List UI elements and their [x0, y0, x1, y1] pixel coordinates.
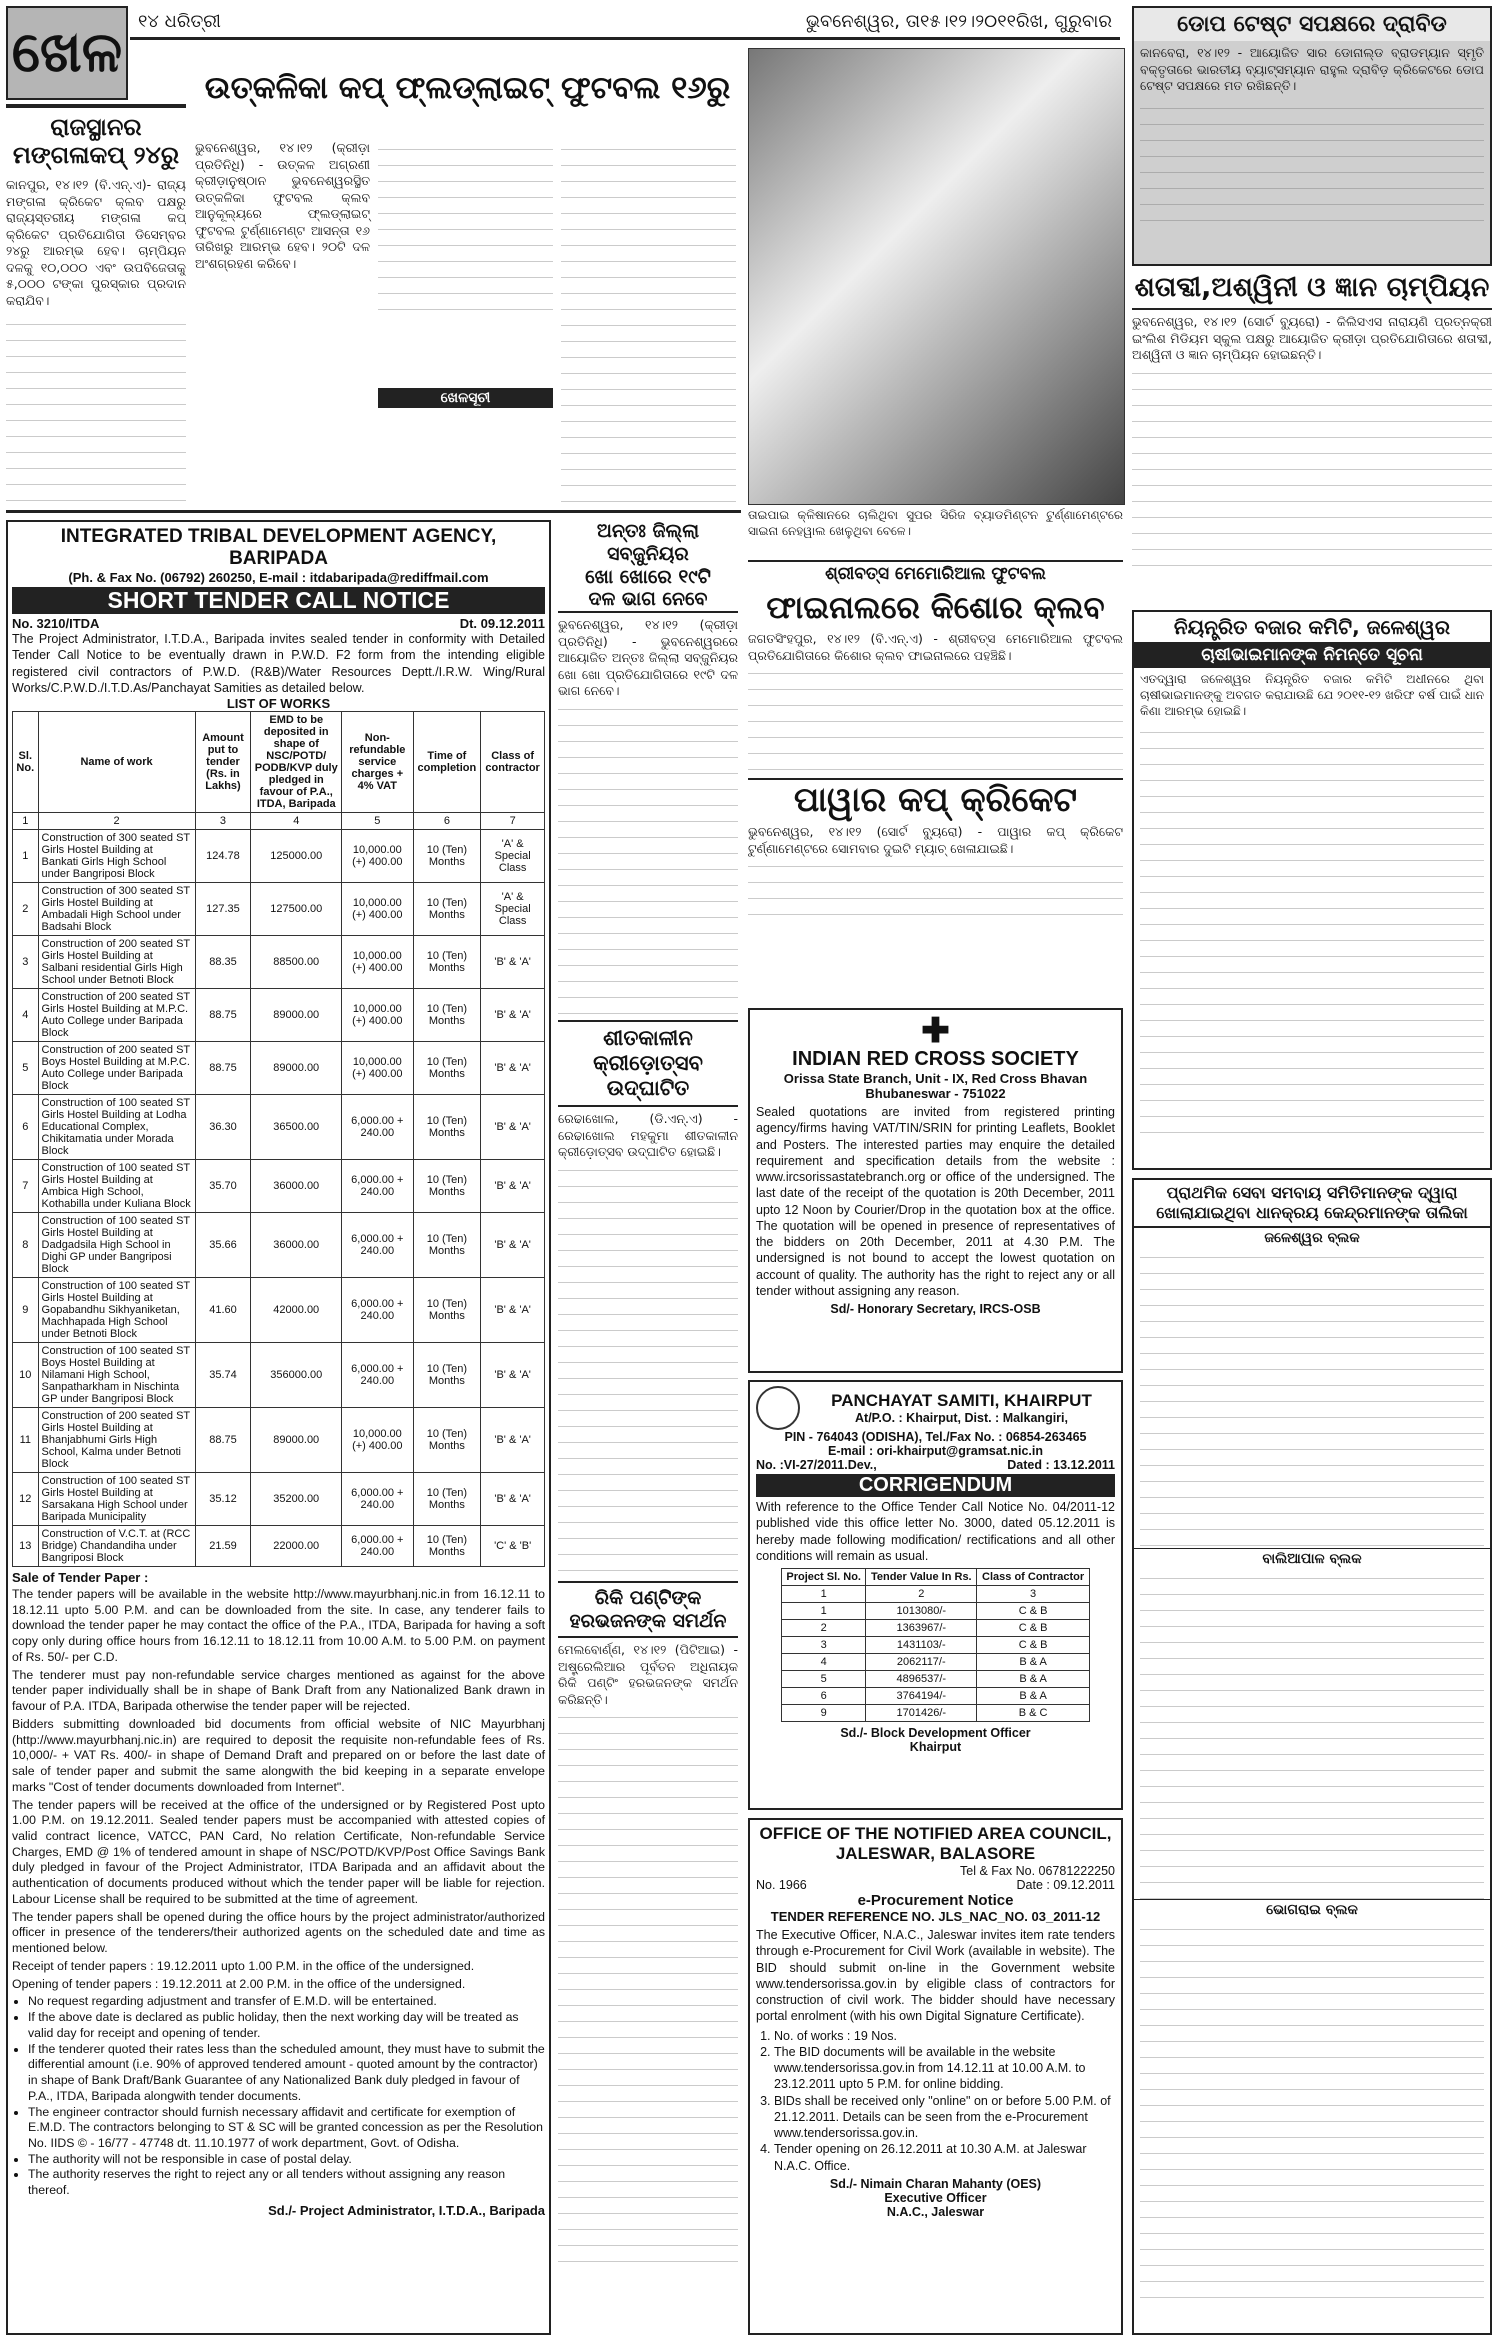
table-cell: 10 (Ten) Months	[413, 1213, 481, 1278]
table-cell: 10,000.00 (+) 400.00	[342, 936, 413, 989]
table-cell: 88.75	[195, 1408, 251, 1473]
table-row	[13, 1042, 545, 1095]
text-column	[558, 1708, 738, 2268]
itda-contact: (Ph. & Fax No. (06792) 260250, E-mail : itdabaripada@rediffmail.com	[68, 570, 489, 585]
block-heading: ବାଲିଆପାଳ ବ୍ଲକ	[1134, 1548, 1490, 1569]
panchayat-dated: Dated : 13.12.2011	[1007, 1458, 1115, 1472]
story-utkalika	[195, 140, 740, 510]
table-cell: B & C	[977, 1705, 1090, 1722]
text-column	[558, 700, 738, 1020]
table-cell: 88.75	[195, 1042, 251, 1095]
nac-notice-title: e-Procurement Notice	[857, 1892, 1014, 1909]
table-cell: 1363967/-	[866, 1620, 977, 1637]
table-row	[13, 1343, 545, 1408]
block-heading: ଭୋଗରାଇ ବ୍ଲକ	[1134, 1899, 1490, 1920]
story-kishore	[748, 560, 1123, 1000]
table-number-row	[782, 1586, 1090, 1603]
column-number: 6	[413, 813, 481, 830]
table-cell: 127.35	[195, 883, 251, 936]
column-header: Time of completion	[413, 712, 481, 813]
body-power: ଭୁବନେଶ୍ୱର, ୧୪।୧୨ (ସୋର୍ଟ ବ୍ୟୁରୋ) - ପାୱାର କପ୍ କ୍ରିକେଟ ଟୁର୍ଣ୍ଣାମେଣ୍ଟରେ ସୋମବାର ଦୁଇଟି ମ୍ୟାଚ୍ ଖେଳାଯାଇଛି।	[748, 824, 1123, 856]
block-heading: ଜଳେଶ୍ୱର ବ୍ଲକ	[1264, 1230, 1360, 1246]
table-row	[13, 1095, 545, 1160]
table-cell: 10 (Ten) Months	[413, 830, 481, 883]
headline: ରାଜସ୍ଥାନର ମଙ୍ଗଳାକପ୍ ୨୪ରୁ	[6, 104, 186, 169]
table-cell: 9	[13, 1278, 39, 1343]
table-cell: 10 (Ten) Months	[413, 1473, 481, 1526]
table-cell: 'C' & 'B'	[481, 1526, 545, 1567]
body-text: କାନବେରା, ୧୪।୧୨ - ଆୟୋଜିତ ସାର ଡୋନାଲ୍ଡ ବ୍ରାଡମ୍ୟାନ ସ୍ମୃତି ବକ୍ତୃତାରେ ଭାରତୀୟ ବ୍ୟାଟ୍ସମ୍ୟାନ ରାହୁଲ ଦ୍ରାବିଡ଼ କ୍ରିକେଟରେ ଡୋପ ଟେଷ୍ଟ ସପକ୍ଷରେ ମତ ରଖିଛନ୍ତି।	[1140, 45, 1484, 93]
table-cell: 4	[13, 989, 39, 1042]
table-cell: 6,000.00 + 240.00	[342, 1160, 413, 1213]
table-cell: Construction of 100 seated ST Girls Hostel Building at Ambica High School, Kothabilla under Kuliana Block	[38, 1160, 195, 1213]
dateline: ଭୁବନେଶ୍ୱର, ତା୧୫।୧୨।୨୦୧୧ରିଖ, ଗୁରୁବାର	[805, 11, 1112, 32]
table-cell: 88.35	[195, 936, 251, 989]
table-cell: 88.75	[195, 989, 251, 1042]
table-row	[13, 830, 545, 883]
column-header: EMD to be deposited in shape of NSC/POTD/ PODB/KVP duly pledged in favour of P.A., ITDA, Baripada	[251, 712, 342, 813]
paddy-list-title: ପ୍ରାଥମିକ ସେବା ସମବାୟ ସମିତିମାନଙ୍କ ଦ୍ୱାରା ଖୋଲାଯାଇଥିବା ଧାନକ୍ରୟ କେନ୍ଦ୍ରମାନଙ୍କ ତାଲିକା	[1134, 1180, 1490, 1228]
panchayat-title: PANCHAYAT SAMITI, KHAIRPUT	[831, 1391, 1092, 1410]
itda-works-table	[12, 711, 545, 1567]
table-cell: 6,000.00 + 240.00	[342, 1526, 413, 1567]
photo-caption: ତାଇପାଇ କ୍ଳିଷାନରେ ଚାଲିଥିବା ସୁପର ସିରିଜ ବ୍ୟାଡମିଣ୍ଟନ ଟୁର୍ଣ୍ଣାମେଣ୍ଟରେ ସାଇନା ନେହୱାଲ ଖେଳୁଥିବା ବେଳେ।	[748, 508, 1123, 538]
table-cell: 10 (Ten) Months	[413, 989, 481, 1042]
table-cell: 2	[13, 883, 39, 936]
table-cell: 124.78	[195, 830, 251, 883]
column-header: Name of work	[38, 712, 195, 813]
section-title: ଖେଳ	[11, 20, 123, 85]
table-cell: 9	[782, 1705, 866, 1722]
red-cross-icon: ✚	[921, 1012, 950, 1050]
column-number: 3	[195, 813, 251, 830]
notice-paragraph: The tender papers will be received at the office of the undersigned or by Registered Post upto 1.00 P.M. on 19.12.2011. Sealed tender papers must be accompanied with attested copies of valid contract licence, VATCC, PAN Card, No relation Certificate, Non-refundable Service Charges, EMD @ 1% of tendered amount in shape of NSC/POTD/KVP/Post Office Savings Bank duly pledged in favour of the Project Administrator, ITDA Baripada and an affidavit about the authentication of documents produced without which the tender paper will be liable for rejection. Labour License shall be required to be submitted at the time of agreement.	[12, 1797, 545, 1906]
table-cell: 'B' & 'A'	[481, 936, 545, 989]
table-cell: 1701426/-	[866, 1705, 977, 1722]
panchayat-signature-place: Khairput	[909, 1740, 962, 1754]
table-cell: 'B' & 'A'	[481, 1095, 545, 1160]
nac-title: OFFICE OF THE NOTIFIED AREA COUNCIL, JALESWAR, BALASORE	[759, 1824, 1112, 1863]
body-kishore: ଜଗତସିଂହପୁର, ୧୪।୧୨ (ବି.ଏନ୍.ଏ) - ଶ୍ରୀବତ୍ସ ମେମୋରିଆଲ ଫୁଟବଲ ପ୍ରତିଯୋଗିତାରେ କିଶୋର କ୍ଲବ ଫାଇନାଲରେ ପହଞ୍ଚିଛି।	[748, 631, 1123, 663]
headline-antaha: ଅନ୍ତଃ ଜିଲ୍ଲା ସବ୍‌ଜୁନିୟର ଖୋ ଖୋରେ ୧୯ଟି ଦଳ ଭାଗ ନେବେ	[558, 520, 738, 613]
story-column-middle	[558, 520, 738, 2335]
table-cell: C & B	[977, 1620, 1090, 1637]
nac-date: Date : 09.12.2011	[1016, 1878, 1115, 1892]
itda-org: INTEGRATED TRIBAL DEVELOPMENT AGENCY, BARIPADA	[60, 526, 497, 569]
column-header: Tender Value In Rs.	[866, 1569, 977, 1586]
table-row	[13, 1160, 545, 1213]
table-row	[782, 1688, 1090, 1705]
table-cell: 10,000.00 (+) 400.00	[342, 989, 413, 1042]
table-row	[13, 883, 545, 936]
notice-bullet: • If the tenderer quoted their rates less than the scheduled amount, they must have to submit the differential amount (i.e. 90% of approved tendered amount - quoted amount by the contractor) in shape of Bank Draft/Bank Guarantee of any Nationalized Bank duly pledged in favour of P.A., ITDA, Baripada alongwith tender documents.	[28, 2042, 545, 2105]
notice-bullet: • The engineer contractor should furnish necessary affidavit and certificate for exemption of E.M.D. The contractors belonging to ST & SC will be granted concession as per the Resolution No. IIDS © - 16/77 - 47748 dt. 11.10.1977 of work department, Govt. of Odisha.	[28, 2105, 545, 2152]
itda-ref-no: No. 3210/ITDA	[12, 616, 100, 631]
text-column	[378, 140, 553, 320]
table-cell: 35.70	[195, 1160, 251, 1213]
masthead-bar	[130, 6, 1120, 40]
table-cell: 3	[13, 936, 39, 989]
table-cell: 'B' & 'A'	[481, 1473, 545, 1526]
table-header-row	[13, 712, 545, 813]
table-cell: 6	[13, 1095, 39, 1160]
notice-paragraph: The tenderer must pay non-refundable service charges mentioned as against for the above tender paper individually shall be in shape of Bank Draft from any Nationalized Bank drawn in favour of P.A. ITDA, Baripada otherwise the tender paper will be rejected.	[12, 1667, 545, 1714]
table-cell: 89000.00	[251, 989, 342, 1042]
table-cell: 356000.00	[251, 1343, 342, 1408]
text-column	[1132, 364, 1492, 574]
table-row	[13, 989, 545, 1042]
nac-eprocurement-notice	[748, 1818, 1123, 2335]
nac-tel: Tel & Fax No. 06781222250	[960, 1864, 1115, 1878]
table-row	[782, 1620, 1090, 1637]
text-column	[748, 664, 1123, 774]
story-rajasthan	[6, 104, 186, 504]
table-cell: 10 (Ten) Months	[413, 883, 481, 936]
table-cell: 3764194/-	[866, 1688, 977, 1705]
redcross-city: Bhubaneswar - 751022	[865, 1086, 1006, 1101]
body-text: କାନପୁର, ୧୪।୧୨ (ବି.ଏନ୍.ଏ)- ରାଜ୍ୟ ମଙ୍ଗଳା କ୍ରିକେଟ କ୍ଲବ ପକ୍ଷରୁ ରାଜ୍ୟସ୍ତରୀୟ ମଙ୍ଗଳା କପ୍ କ୍ରିକେଟ ପ୍ରତିଯୋଗିତା ଡିସେମ୍ବର ୨୪ରୁ ଆରମ୍ଭ ହେବ। ଚାମ୍ପିୟନ ଦଳକୁ ୧୦,୦୦୦ ଏବଂ ଉପବିଜେତାକୁ ୫,୦୦୦ ଟଙ୍କା ପୁରସ୍କାର ପ୍ରଦାନ କରାଯିବ।	[6, 177, 186, 308]
redcross-body: Sealed quotations are invited from registered printing agency/firms having VAT/TIN/SRIN for printing Leaflets, Booklet and Posters. The interested parties may enquire the detailed requirement and specification details from the website : www.ircsorissastatebranch.org or office of the undersigned. The last date of the receipt of the quotation is 20th December, 2011 upto 12 Noon by Courier/Drop in the quotation box at the office. The quotation will be opened in presence of representatives of the bidders on 20th December, 2011 at 4.30 P.M. The undersigned is not bound to accept the lowest quotation on account of quality. The authority has the right to reject any or all tender without assigning any reason.	[756, 1105, 1115, 1298]
text-column	[561, 140, 736, 510]
table-cell: 36.30	[195, 1095, 251, 1160]
table-cell: 10 (Ten) Months	[413, 1278, 481, 1343]
table-cell: 10	[13, 1343, 39, 1408]
paddy-centre-list	[1132, 1178, 1492, 2335]
table-cell: Construction of 300 seated ST Girls Hostel Building at Ambadali High School under Badsahi Block	[38, 883, 195, 936]
table-cell: 41.60	[195, 1278, 251, 1343]
text-column	[748, 857, 1123, 927]
table-cell: 10 (Ten) Months	[413, 1095, 481, 1160]
table-row	[13, 936, 545, 989]
table-cell: 10 (Ten) Months	[413, 1343, 481, 1408]
table-cell: 6	[782, 1688, 866, 1705]
itda-banner: SHORT TENDER CALL NOTICE	[12, 587, 545, 614]
table-cell: 10,000.00 (+) 400.00	[342, 830, 413, 883]
text-column	[1140, 1569, 1484, 1899]
table-cell: 'B' & 'A'	[481, 1278, 545, 1343]
niyantrita-subtitle: ଚାଷୀଭାଇମାନଙ୍କ ନିମନ୍ତେ ସୂଚନା	[1134, 642, 1490, 668]
nac-item: 3. BIDs shall be received only "online" on or before 5.00 P.M. of 21.12.2011. Details can be seen from the e-Procurement www.tendersorissa.gov.in.	[774, 2093, 1115, 2142]
redcross-title: INDIAN RED CROSS SOCIETY	[792, 1048, 1079, 1070]
body-text: ଭୁବନେଶ୍ୱର, ୧୪।୧୨ (କ୍ରୀଡ଼ା ପ୍ରତିନିଧି) - ଉତ୍କଳ ଅଗ୍ରଣୀ କ୍ରୀଡ଼ାନୁଷ୍ଠାନ ଭୁବନେଶ୍ୱରସ୍ଥିତ ଉତ୍କଳିକା ଫୁଟବଲ କ୍ଲବ ଆନୁକୂଲ୍ୟରେ ଫ୍ଲଡ୍‌ଲାଇଟ୍ ଫୁଟବଲ ଟୁର୍ଣ୍ଣାମେଣ୍ଟ ଆସନ୍ତା ୧୬ ତାରିଖରୁ ଆରମ୍ଭ ହେବ। ୨୦ଟି ଦଳ ଅଂଶଗ୍ରହଣ କରିବେ।	[195, 140, 370, 271]
text-column	[1140, 1248, 1484, 1548]
table-cell: Construction of 100 seated ST Boys Hostel Building at Nilamani High School, Sanpatharkham in Nischinta GP under Bangriposi Block	[38, 1343, 195, 1408]
nac-signature-title: Executive Officer	[884, 2190, 987, 2205]
table-cell: 125000.00	[251, 830, 342, 883]
table-cell: 35200.00	[251, 1473, 342, 1526]
table-cell: 'B' & 'A'	[481, 1343, 545, 1408]
headline-rikky: ରିକି ପଣ୍ଟିଙ୍କ ହରଭଜନଙ୍କ ସମର୍ଥନ	[558, 1581, 738, 1639]
table-cell: 35.74	[195, 1343, 251, 1408]
panchayat-pin: PIN - 764043 (ODISHA), Tel./Fax No. : 06854-263465	[784, 1430, 1087, 1444]
table-header-row	[782, 1569, 1090, 1586]
column-number: 3	[977, 1586, 1090, 1603]
divider	[6, 510, 741, 513]
column-number: 1	[782, 1586, 866, 1603]
niyantrita-body: ଏତଦ୍ୱାରା ଜଳେଶ୍ୱର ନିୟନ୍ତ୍ରିତ ବଜାର କମିଟି ଅଧୀନରେ ଥିବା ଚାଷୀଭାଇମାନଙ୍କୁ ଅବଗତ କରାଯାଉଛି ଯେ ୨୦୧୧-୧୨ ଖରିଫ ବର୍ଷ ପାଇଁ ଧାନ କିଣା ଆରମ୍ଭ ହୋଇଛି।	[1140, 672, 1484, 718]
fixtures-label: ଖେଳସୂଚୀ	[378, 388, 553, 408]
body-rikky: ମେଲବୋର୍ଣ୍ଣ, ୧୪।୧୨ (ପିଟିଆଇ) - ଅଷ୍ଟ୍ରେଲିଆର ପୂର୍ବତନ ଅଧିନାୟକ ରିକି ପଣ୍ଟିଂ ହରଭଜନଙ୍କ ସମର୍ଥନ କରିଛନ୍ତି।	[558, 1642, 738, 1707]
nac-no: No. 1966	[756, 1878, 807, 1892]
table-cell: 'B' & 'A'	[481, 1408, 545, 1473]
table-cell: 21.59	[195, 1526, 251, 1567]
nac-item: 1. No. of works : 19 Nos.	[774, 2028, 1115, 2044]
table-cell: 35.12	[195, 1473, 251, 1526]
panchayat-signature: Sd./- Block Development Officer	[840, 1726, 1031, 1740]
niyantrita-notice	[1132, 610, 1492, 1170]
column-number: 5	[342, 813, 413, 830]
table-cell: 'B' & 'A'	[481, 1160, 545, 1213]
table-cell: 10 (Ten) Months	[413, 1526, 481, 1567]
text-column	[6, 315, 186, 504]
table-cell: 127500.00	[251, 883, 342, 936]
table-cell: Construction of 100 seated ST Girls Hostel Building at Dadgadsila High School in Dighi GP under Bangriposi Block	[38, 1213, 195, 1278]
notice-bullet: • The authority will not be responsible in case of postal delay.	[28, 2152, 545, 2168]
table-cell: 88500.00	[251, 936, 342, 989]
table-cell: 22000.00	[251, 1526, 342, 1567]
text-column	[1140, 1920, 1484, 2300]
text-column	[558, 1161, 738, 1581]
panchayat-body: With reference to the Office Tender Call Notice No. 04/2011-12 published vide this office letter No. 3000, dated 05.12.2011 is hereby made following modification/ rectifications and all other conditions will remain as usual.	[756, 1500, 1115, 1563]
table-cell: 1013080/-	[866, 1603, 977, 1620]
nac-signature-place: N.A.C., Jaleswar	[886, 2204, 985, 2219]
column-header: Amount put to tender (Rs. in Lakhs)	[195, 712, 251, 813]
column-header: Project Sl. No.	[782, 1569, 866, 1586]
table-cell: Construction of 200 seated ST Girls Hostel Building at Salbani residential Girls High School under Betnoti Block	[38, 936, 195, 989]
table-cell: 'A' & Special Class	[481, 830, 545, 883]
body-sitakalina: ରେଢାଖୋଲ, (ଡି.ଏନ୍.ଏ) - ରେଢାଖୋଲ ମହକୁମା ଶୀତକାଳୀନ କ୍ରୀଡ଼ୋତ୍ସବ ଉଦ୍‌ଘାଟିତ ହୋଇଛି।	[558, 1111, 738, 1160]
body-antaha: ଭୁବନେଶ୍ୱର, ୧୪।୧୨ (କ୍ରୀଡ଼ା ପ୍ରତିନିଧି) - ଭୁବନେଶ୍ୱରରେ ଆୟୋଜିତ ଅନ୍ତଃ ଜିଲ୍ଲା ସବ୍‌ଜୁନିୟର ଖୋ ଖୋ ପ୍ରତିଯୋଗିତାରେ ୧୯ଟି ଦଳ ଭାଗ ନେବେ।	[558, 617, 738, 699]
table-cell: 35.66	[195, 1213, 251, 1278]
notice-bullet: • The authority reserves the right to reject any or all tenders without assigning any reason thereof.	[28, 2167, 545, 2198]
table-cell: B & A	[977, 1671, 1090, 1688]
table-cell: Construction of 100 seated ST Girls Hostel Building at Lodha Educational Complex, Chikitamatia under Morada Block	[38, 1095, 195, 1160]
notice-paragraph: The tender papers shall be opened during the office hours by the project administrator/authorized officer in presence of the tenderers/their authorized agents on the scheduled date and time as mentioned below.	[12, 1909, 545, 1956]
itda-tender-notice	[6, 520, 551, 2335]
nac-item: 4. Tender opening on 26.12.2011 at 10.30 A.M. at Jaleswar N.A.C. Office.	[774, 2141, 1115, 2174]
table-cell: 10 (Ten) Months	[413, 1042, 481, 1095]
text-column	[1140, 723, 1484, 1143]
table-row	[13, 1213, 545, 1278]
emblem-icon	[756, 1386, 800, 1430]
table-cell: 'B' & 'A'	[481, 1213, 545, 1278]
column-number: 7	[481, 813, 545, 830]
column-number: 1	[13, 813, 39, 830]
table-cell: 8	[13, 1213, 39, 1278]
table-cell: 36000.00	[251, 1160, 342, 1213]
table-cell: 'B' & 'A'	[481, 989, 545, 1042]
table-cell: Construction of V.C.T. at (RCC Bridge) Chandandiha under Bangriposi Block	[38, 1526, 195, 1567]
table-cell: 5	[13, 1042, 39, 1095]
table-number-row	[13, 813, 545, 830]
table-cell: B & A	[977, 1654, 1090, 1671]
redcross-branch: Orissa State Branch, Unit - IX, Red Cross Bhavan	[783, 1071, 1088, 1086]
table-cell: 3	[782, 1637, 866, 1654]
table-cell: 10 (Ten) Months	[413, 1408, 481, 1473]
column-header: Non-refundable service charges + 4% VAT	[342, 712, 413, 813]
table-cell: 'A' & Special Class	[481, 883, 545, 936]
table-row	[782, 1637, 1090, 1654]
table-cell: 5	[782, 1671, 866, 1688]
badminton-photo	[748, 48, 1125, 505]
table-cell: B & A	[977, 1688, 1090, 1705]
table-cell: 6,000.00 + 240.00	[342, 1343, 413, 1408]
nac-body: The Executive Officer, N.A.C., Jaleswar invites item rate tenders through e-Procurement for Civil Work (available in website). The BID should submit on-line in the Government website www.tendersorissa.gov.in by eligible class of contractors for construction of civil work. The bidder should have necessary portal enrolment (with his own Digital Signature Certificate).	[756, 1928, 1115, 2024]
notice-bullet: • If the above date is declared as public holiday, then the next working day will be treated as valid day for receipt and opening of tender.	[28, 2010, 545, 2041]
headline-kishore: ଫାଇନାଲରେ କିଶୋର କ୍ଲବ	[766, 590, 1105, 626]
table-cell: C & B	[977, 1603, 1090, 1620]
table-cell: 10 (Ten) Months	[413, 1160, 481, 1213]
table-cell: 7	[13, 1160, 39, 1213]
table-row	[13, 1473, 545, 1526]
table-cell: C & B	[977, 1637, 1090, 1654]
panchayat-banner: CORRIGENDUM	[756, 1474, 1115, 1497]
itda-signature: Sd./- Project Administrator, I.T.D.A., Baripada	[268, 2202, 545, 2218]
nac-signature: Sd./- Nimain Charan Mahanty (OES)	[829, 2176, 1042, 2191]
body-text: ଭୁବନେଶ୍ୱର, ୧୪।୧୨ (ସୋର୍ଟ ବ୍ୟୁରୋ) - କିଲିସଏସ ନାରାୟଣି ପ୍ରତ୍ନକ୍ରୀ ଇଂଲିଶ ମିଡିୟମ ସ୍କୁଲ ପକ୍ଷରୁ ଆୟୋଜିତ କ୍ରୀଡ଼ା ପ୍ରତିଯୋଗିତାରେ ଶତାବ୍ଦୀ, ଅଶ୍ୱିନୀ ଓ ଜ୍ଞାନ ଚାମ୍ପିୟନ ହୋଇଛନ୍ତି।	[1132, 314, 1492, 362]
column-number: 4	[251, 813, 342, 830]
table-cell: 1	[782, 1603, 866, 1620]
page-number: ୧୪ ଧରିତ୍ରୀ	[138, 11, 221, 32]
column-header: Class of Contractor	[977, 1569, 1090, 1586]
table-cell: 11	[13, 1408, 39, 1473]
table-cell: 89000.00	[251, 1408, 342, 1473]
table-cell: 6,000.00 + 240.00	[342, 1095, 413, 1160]
itda-ref-date: Dt. 09.12.2011	[459, 616, 545, 631]
table-row	[13, 1278, 545, 1343]
nac-ref: TENDER REFERENCE NO. JLS_NAC_NO. 03_2011-12	[770, 1909, 1101, 1924]
table-cell: 1	[13, 830, 39, 883]
table-cell: 10,000.00 (+) 400.00	[342, 883, 413, 936]
table-cell: 6,000.00 + 240.00	[342, 1278, 413, 1343]
column-number: 2	[38, 813, 195, 830]
table-cell: 36000.00	[251, 1213, 342, 1278]
panchayat-email: E-mail : ori-khairput@gramsat.nic.in	[827, 1444, 1043, 1458]
table-cell: 6,000.00 + 240.00	[342, 1213, 413, 1278]
headline-sitakalina: ଶୀତକାଳୀନ କ୍ରୀଡ଼ୋତ୍ସବ ଉଦ୍‌ଘାଟିତ	[558, 1020, 738, 1108]
itda-sale-title: Sale of Tender Paper :	[12, 1570, 149, 1585]
table-cell: Construction of 300 seated ST Girls Hostel Building at Bankati Girls High School under Bangriposi Block	[38, 830, 195, 883]
notice-paragraph: The tender papers will be available in the website http://www.mayurbhanj.nic.in from 16.12.11 to 18.12.11 upto 5.00 P.M. and can be downloaded from the site. In case, any tenderer fails to download the tender paper he may contact the office of the P.A., ITDA, Baripada for having a soft copy only during office hours from 16.12.11 to 18.12.11 from 10.00 A.M. to 5.00 P.M. on payment of Rs. 50/- per C.D.	[12, 1587, 545, 1664]
table-cell: 42000.00	[251, 1278, 342, 1343]
story-drawid	[1132, 6, 1492, 266]
table-row	[782, 1705, 1090, 1722]
nac-item: 2. The BID documents will be available in the website www.tendersorissa.gov.in from 14.12.11 at 10.00 A.M. to 23.12.2011 upto 5 P.M. for online bidding.	[774, 2044, 1115, 2093]
headline: ଡୋପ ଟେଷ୍ଟ ସପକ୍ଷରେ ଦ୍ରାବିଡ	[1134, 8, 1490, 41]
table-row	[13, 1526, 545, 1567]
table-cell: 10 (Ten) Months	[413, 936, 481, 989]
itda-list-title: LIST OF WORKS	[226, 696, 331, 711]
table-cell: Construction of 200 seated ST Boys Hostel Building at M.P.C. Auto College under Baripada Block	[38, 1042, 195, 1095]
table-cell: 6,000.00 + 240.00	[342, 1473, 413, 1526]
table-cell: 36500.00	[251, 1095, 342, 1160]
table-cell: 89000.00	[251, 1042, 342, 1095]
table-cell: 10,000.00 (+) 400.00	[342, 1408, 413, 1473]
itda-intro: The Project Administrator, I.T.D.A., Baripada invites sealed tender in conformity with Detailed Tender Call Notice to be eventually drawn in P.W.D. F2 form from the intending eligible registered civil contractors of P.W.D. (R&B)/Water Resources Deptt./I.R.W. Wing/Rural Works/C.P.W.D./I.T.D.As/Panchayat Samities as detailed below.	[12, 632, 545, 695]
notice-paragraph: Opening of tender papers : 19.12.2011 at 2.00 P.M. in the office of the undersigned.	[12, 1976, 466, 1991]
column-header: Sl. No.	[13, 712, 39, 813]
table-row	[782, 1671, 1090, 1688]
table-row	[13, 1408, 545, 1473]
table-cell: Construction of 100 seated ST Girls Hostel Building at Sarsakana High School under Baripada Municipality	[38, 1473, 195, 1526]
table-cell: 12	[13, 1473, 39, 1526]
table-row	[782, 1603, 1090, 1620]
column-header: Class of contractor	[481, 712, 545, 813]
panchayat-no: No. :VI-27/2011.Dev.,	[756, 1458, 877, 1472]
notice-paragraph: Receipt of tender papers : 19.12.2011 upto 1.00 P.M. in the office of the undersigned.	[12, 1958, 475, 1973]
table-cell: Construction of 200 seated ST Girls Hostel Building at M.P.C. Auto College under Baripada Block	[38, 989, 195, 1042]
table-cell: 'B' & 'A'	[481, 1042, 545, 1095]
headline: ଶତାବ୍ଦୀ,ଅଶ୍ୱିନୀ ଓ ଜ୍ଞାନ ଚାମ୍ପିୟନ	[1132, 272, 1492, 310]
redcross-signature: Sd/- Honorary Secretary, IRCS-OSB	[830, 1302, 1041, 1316]
headline-power: ପାୱାର କପ୍ କ୍ରିକେଟ	[748, 778, 1123, 820]
table-cell: 2	[782, 1620, 866, 1637]
panchayat-corrigendum	[748, 1380, 1123, 1810]
table-cell: Construction of 100 seated ST Girls Hostel Building at Gopabandhu Sikhyaniketan, Machhapada High School under Betnoti Block	[38, 1278, 195, 1343]
table-cell: 1431103/-	[866, 1637, 977, 1654]
niyantrita-title: ନିୟନ୍ତ୍ରିତ ବଜାର କମିଟି, ଜଳେଶ୍ୱର	[1173, 615, 1451, 639]
table-cell: 13	[13, 1526, 39, 1567]
notice-paragraph: Bidders submitting downloaded bid documents from official website of NIC Mayurbhanj (http://www.mayurbhanj.nic.in) are required to deposit the requisite non-refundable fees of Rs. 10,000/- + VAT Rs. 400/- in shape of Demand Draft and prepared on or before the last date of sale of tender paper and submit the same alongwith the bid keeping in a separate envelope marks "Cost of tender documents downloaded from Internet".	[12, 1716, 545, 1794]
table-cell: 2062117/-	[866, 1654, 977, 1671]
story-shatabdi	[1132, 272, 1492, 602]
table-cell: 4896537/-	[866, 1671, 977, 1688]
panchayat-address: At/P.O. : Khairput, Dist. : Malkangiri,	[855, 1411, 1068, 1425]
table-cell: 4	[782, 1654, 866, 1671]
column-number: 2	[866, 1586, 977, 1603]
text-column	[1140, 99, 1484, 229]
notice-bullet: • No request regarding adjustment and transfer of E.M.D. will be entertained.	[28, 1994, 545, 2010]
table-cell: 10,000.00 (+) 400.00	[342, 1042, 413, 1095]
corrigendum-table	[781, 1568, 1090, 1722]
section-logo	[6, 6, 128, 100]
table-row	[782, 1654, 1090, 1671]
table-cell: Construction of 200 seated ST Girls Hostel Building at Bhanjabhumi Girls High School, Kalma under Betnoti Block	[38, 1408, 195, 1473]
srivas-label: ଶ୍ରୀବତ୍ସ ମେମୋରିଆଲ ଫୁଟବଲ	[748, 560, 1123, 586]
headline-utkalika: ଉତ୍କଳିକା କପ୍ ଫ୍ଲଡ୍‌ଲାଇଟ୍ ଫୁଟବଲ ୧୬ରୁ	[204, 70, 731, 106]
redcross-notice	[748, 1008, 1123, 1373]
